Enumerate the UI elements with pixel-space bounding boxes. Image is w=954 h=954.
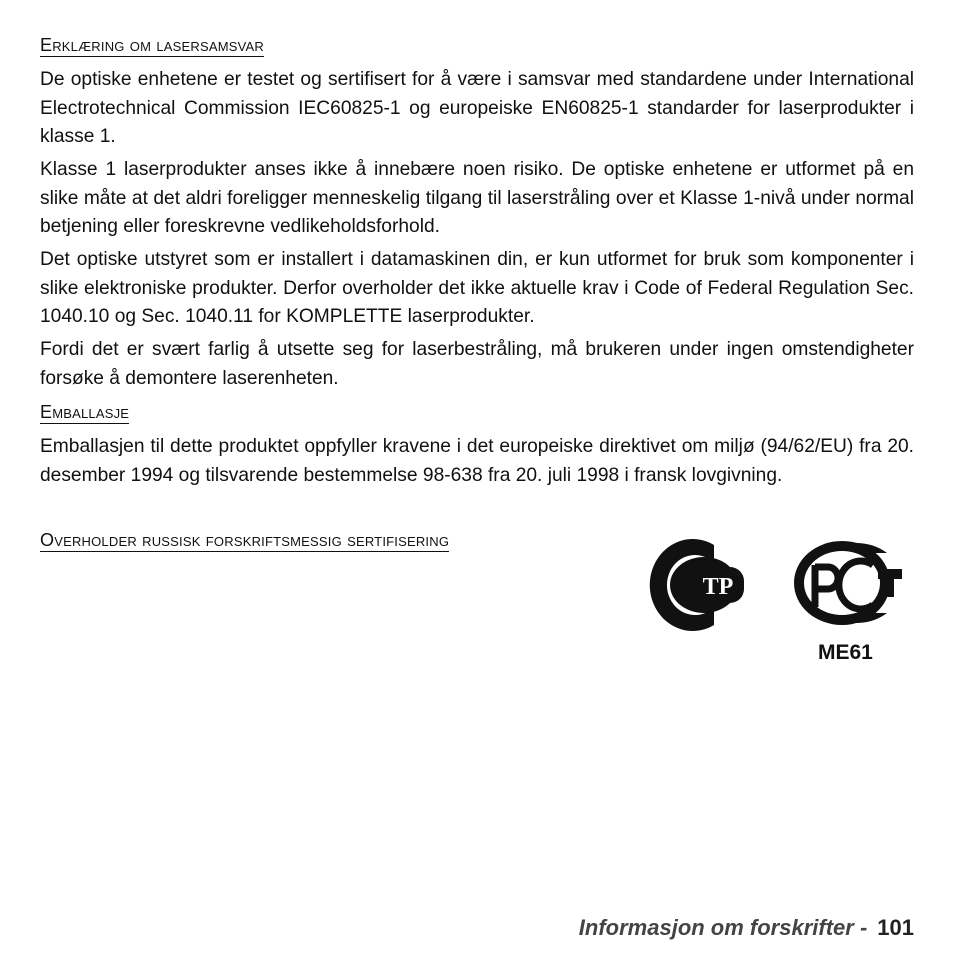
section-heading-russian-certification: Overholder russisk forskriftsmessig sertifisering [40,530,450,550]
certification-code: ME61 [818,641,873,664]
section-heading-laser: Erklæring om lasersamsvar [40,35,264,55]
section-heading-packaging: Emballasje [40,402,130,422]
gost-tr-logo-icon [642,535,752,635]
laser-paragraph-2: Klasse 1 laserprodukter anses ikke å innebære noen risiko. De optiske enhetene er utformet på en slike måte at det aldri foreligger menneskelig tilgang til laserstråling over et Klasse 1-nivå under normal betjening eller foreskrevne vedlikeholdsforhold. [40,159,914,237]
laser-paragraph-4: Fordi det er svært farlig å utsette seg for laserbestråling, må brukeren under ingen omstendigheter forsøke å demontere laserenheten. [40,339,914,389]
laser-paragraph-3: Det optiske utstyret som er installert i datamaskinen din, er kun utformet for bruk som komponenter i slike elektroniske produkter. Derfor overholder det ikke aktuelle krav i Code of Federal Regulation Sec. 1040.10 og Sec. 1040.11 for KOMPLETTE laserprodukter. [40,249,914,327]
gost-tr-logo-text: ТР [702,574,734,600]
footer-title: Informasjon om forskrifter - [578,915,868,940]
packaging-paragraph-1: Emballasjen til dette produktet oppfyller kravene i det europeiske direktivet om miljø (94/62/EU) fra 20. desember 1994 og tilsvarende bestemmelse 98-638 fra 20. juli 1998 i fransk lovgivning. [40,436,914,486]
rst-logo-icon [794,541,902,625]
page-footer [579,915,914,941]
page-number: 101 [877,915,914,940]
laser-paragraph-1: De optiske enhetene er testet og sertifisert for å være i samsvar med standardene under International Electrotechnical Commission IEC60825-1 og europeiske EN60825-1 standarder for laserprodukter i klasse 1. [40,69,914,147]
